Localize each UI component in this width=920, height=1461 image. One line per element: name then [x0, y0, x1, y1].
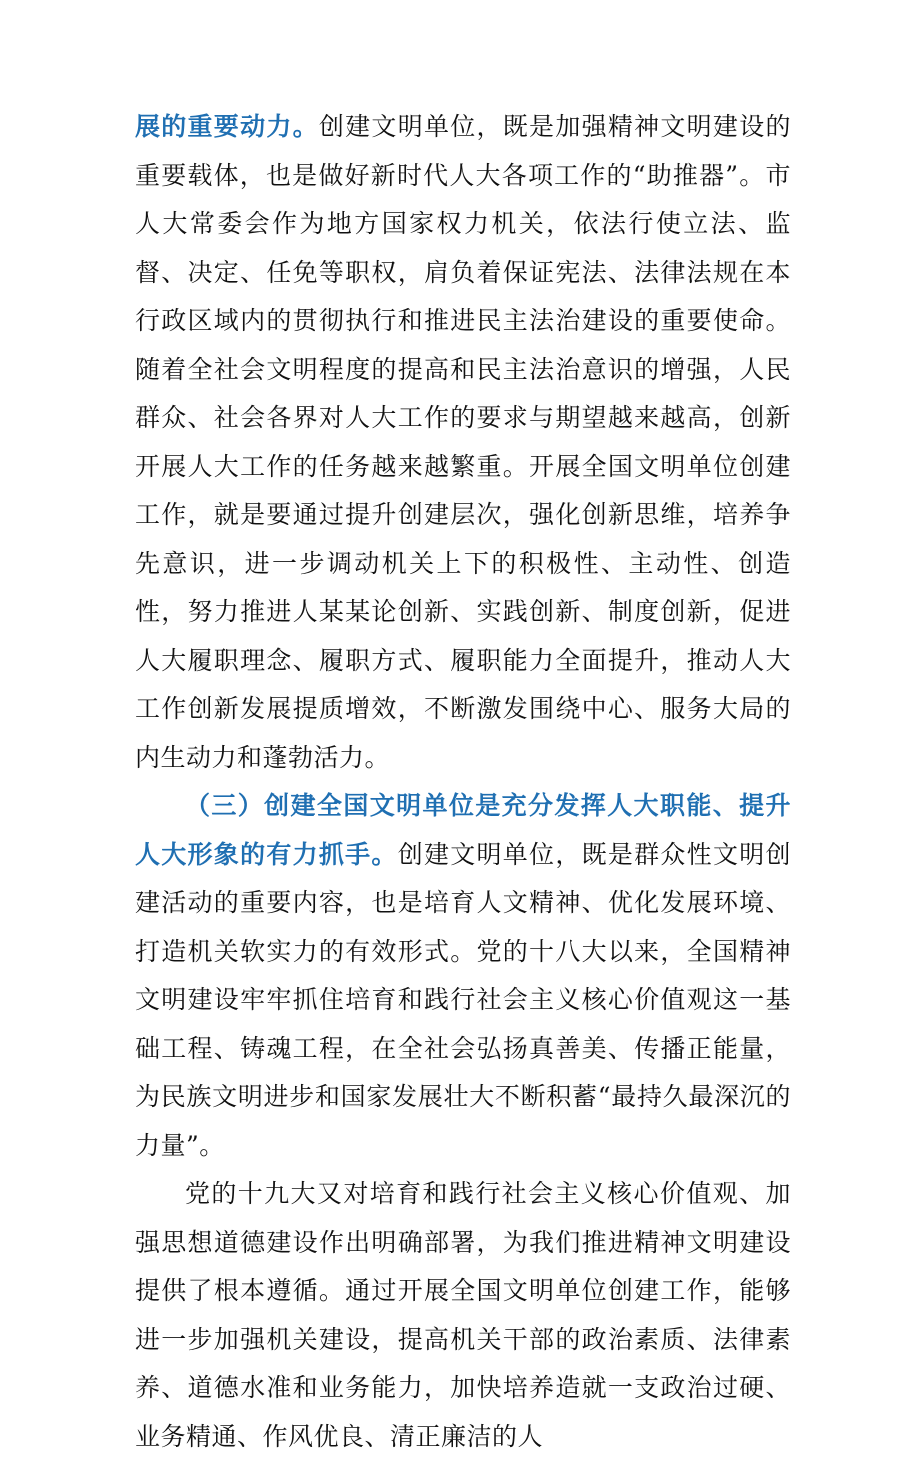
paragraph-3-text: 党的十九大又对培育和践行社会主义核心价值观、加强思想道德建设作出明确部署，为我们推进精神文明建设提供了根本遵循。通过开展全国文明单位创建工作，能够进一步加强机关建设，提高机关干部的政治素质、法律素养、道德水准和业务能力，加快培养造就一支政治过硬、业务精通、作风优良、清正廉洁的人: [135, 1179, 791, 1451]
document-body: [135, 103, 791, 1461]
paragraph-1: [135, 103, 791, 782]
paragraph-3: [135, 1170, 791, 1461]
paragraph-1-heading: 展的重要动力。: [135, 112, 319, 141]
paragraph-1-text: 创建文明单位，既是加强精神文明建设的重要载体，也是做好新时代人大各项工作的“助推器”。市人大常委会作为地方国家权力机关，依法行使立法、监督、决定、任免等职权，肩负着保证宪法、法律法规在本行政区域内的贯彻执行和推进民主法治建设的重要使命。随着全社会文明程度的提高和民主法治意识的增强，人民群众、社会各界对人大工作的要求与期望越来越高，创新开展人大工作的任务越来越繁重。开展全国文明单位创建工作，就是要通过提升创建层次，强化创新思维，培养争先意识，进一步调动机关上下的积极性、主动性、创造性，努力推进人某某论创新、实践创新、制度创新，促进人大履职理念、履职方式、履职能力全面提升，推动人大工作创新发展提质增效，不断激发围绕中心、服务大局的内生动力和蓬勃活力。: [135, 112, 791, 772]
paragraph-2-text: 创建文明单位，既是群众性文明创建活动的重要内容，也是培育人文精神、优化发展环境、打造机关软实力的有效形式。党的十八大以来，全国精神文明建设牢牢抓住培育和践行社会主义核心价值观这一基础工程、铸魂工程，在全社会弘扬真善美、传播正能量，为民族文明进步和国家发展壮大不断积蓄“最持久最深沉的力量”。: [135, 839, 791, 1160]
paragraph-2-heading: （三）创建全国文明单位是充分发挥人大职能、提升人大形象的有力抓手。: [135, 791, 791, 869]
paragraph-2: [135, 782, 791, 1170]
